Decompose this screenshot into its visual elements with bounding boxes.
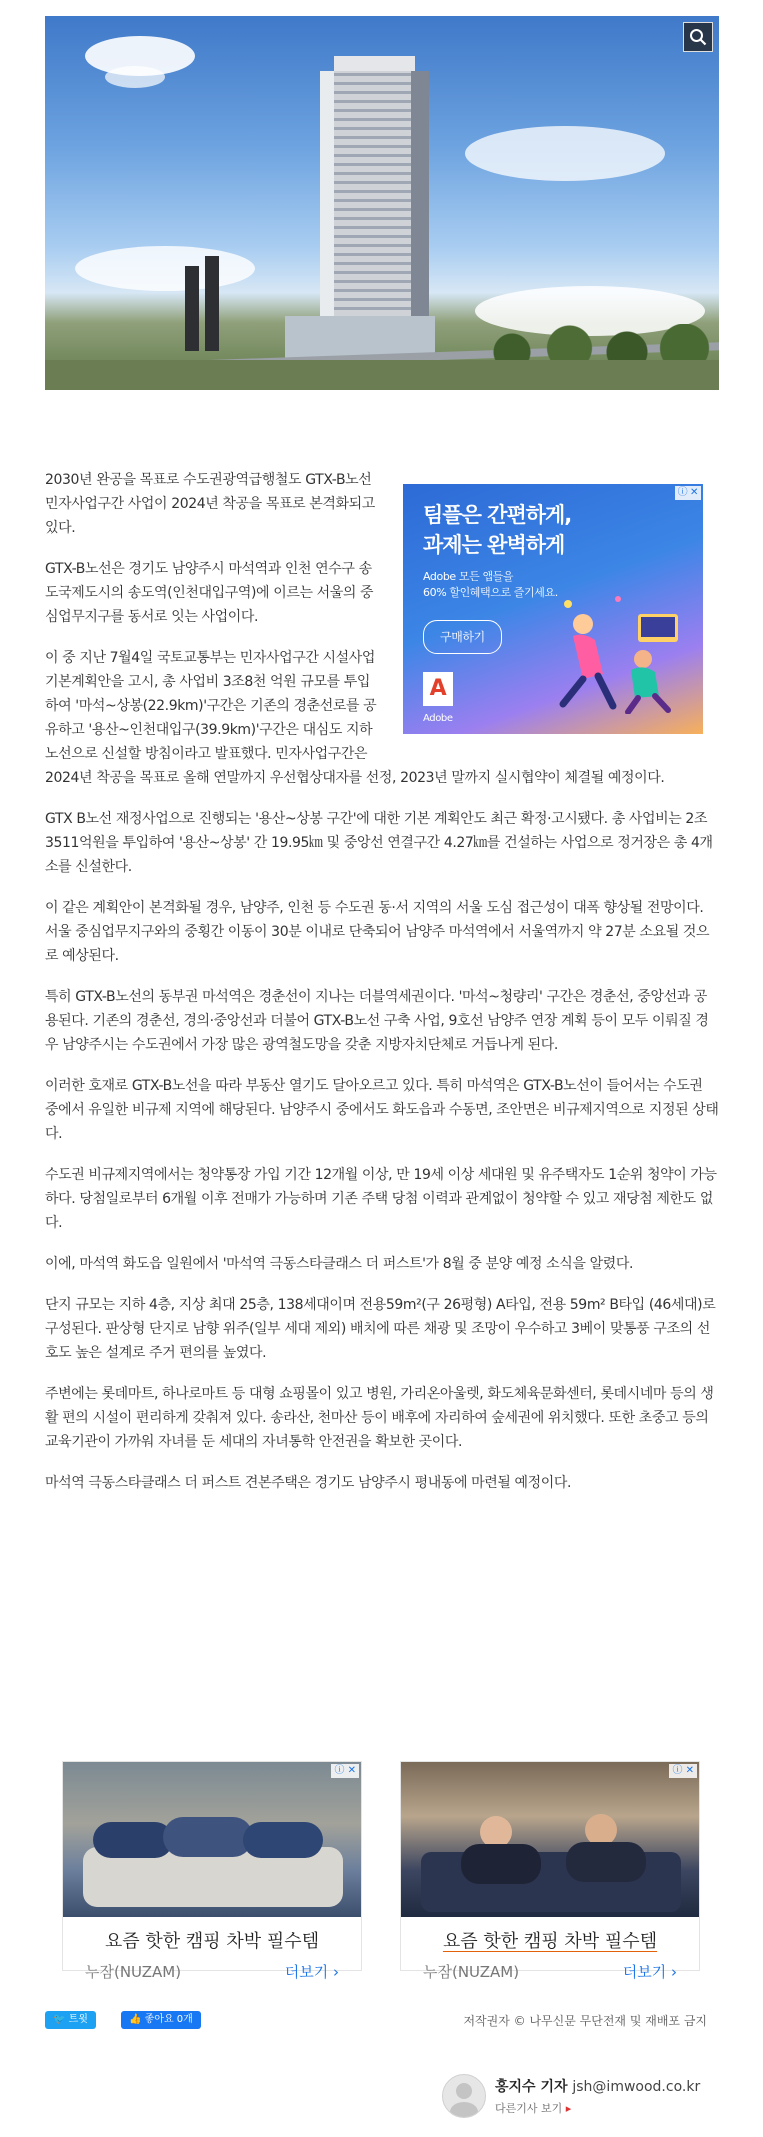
people-illustration-icon [543,584,693,714]
article-paragraph: 마석역 극동스타클래스 더 퍼스트 견본주택은 경기도 남양주시 평내동에 마련될 예정이다. [45,1475,572,1491]
article-paragraph: 이에, 마석역 화도읍 일원에서 '마석역 극동스타클래스 더 퍼스트'가 8월 중 분양 예정 소식을 알렸다. [45,1256,633,1272]
chevron-right-icon: › [671,1963,677,1981]
sign-pylon [185,266,199,351]
tweet-label: 트윗 [68,2014,88,2025]
ad-source: 누잠(NUZAM) [85,1963,182,1981]
car-camping-icon [401,1762,701,1917]
ground [45,360,719,390]
article-paragraph: GTX B노선 재정사업으로 진행되는 '용산~상봉 구간'에 대한 기본 계획안도 최근 확정·고시됐다. 총 사업비는 2조 3511억원을 투입하여 '용산~상봉' 간 19.95㎞ 및 중앙선 연결구간 4.27㎞를 건설하는 사업으로 정거장은 총 4개소를 신설한다. [45,811,713,875]
ad-headline-line: 과제는 완벽하게 [423,533,565,557]
reporter-name: 홍지수 기자 [495,2079,568,2095]
ad-subtext [423,569,558,601]
article-paragraph: 단지 규모는 지하 4층, 지상 최대 25층, 138세대이며 전용59m²(구 26평형) A타입, 전용 59m² B타입 (46세대)로 구성된다. 판상형 단지로 남향 위주(일부 세대 제외) 배치에 따른 채광 및 조망이 우수하고 3베이 맞통풍 구조의 선호도 높은 설계로 주거 편의를 높였다. [45,1297,716,1361]
thumbs-up-icon: 👍 [129,2014,142,2025]
ad-subtext-line: 60% 할인혜택으로 즐기세요. [423,586,558,599]
arrow-right-icon: ▸ [565,2102,572,2115]
cloud-shape [105,66,165,88]
trees [489,324,719,364]
ad-more-link[interactable] [285,1961,339,1982]
article-paragraph: 이러한 호재로 GTX-B노선을 따라 부동산 열기도 달아오르고 있다. 특히 마석역은 GTX-B노선이 들어서는 수도권 중에서 유일한 비규제 지역에 해당된다. 남양주시 중에서도 화도읍과 수동면, 조안면은 비규제지역으로 지정된 상태다. [45,1078,719,1142]
sleeping-bag-icon [63,1762,363,1917]
ad-headline-line: 팀플은 간편하게, [423,503,572,527]
article-paragraph: 주변에는 롯데마트, 하나로마트 등 대형 쇼핑몰이 있고 병원, 가리온아울렛, 화도체육문화센터, 롯데시네마 등의 생활 편의 시설이 편리하게 갖춰져 있다. 송라산, 천마산 등이 배후에 자리하여 숲세권에 위치했다. 또한 초중고 등의 교육기관이 가까워 자녀를 둔 세대의 자녀통학 안전권을 확보한 곳이다. [45,1386,714,1450]
article-paragraph: 이 중 지난 7월4일 국토교통부는 민자사업구간 시설사업기본계획안을 고시, 총 사업비 3조8천 억원 규모를 투입하여 '마석~상봉(22.9km)'구간은 기존의 경춘선로를 공유하고 '용산~인천대입구(39.9km)'구간은 대심도 지하노선으로 신설할 방침이라고 발표했다. 민자사업구간은 2024년 착공을 목표로 올해 연말까지 우선협상대자를 선정, 2023년 말까지 실시협약이 체결될 예정이다. [45,650,665,786]
article-paragraph: 수도권 비규제지역에서는 청약통장 가입 기간 12개월 이상, 만 19세 이상 세대원 및 유주택자도 1순위 청약이 가능하다. 당첨일로부터 6개월 이후 전매가 가능하며 기존 주택 당첨 이력과 관계없이 청약할 수 있고 재당첨 제한도 없다. [45,1167,717,1231]
article-paragraph: GTX-B노선은 경기도 남양주시 마석역과 인천 연수구 송도국제도시의 송도역(인천대입구역)에 이르는 서울의 중심업무지구를 동서로 잇는 사업이다. [45,561,374,625]
ad-title-text: 요즘 핫한 캠핑 차박 필수템 [442,1931,658,1952]
ad-title[interactable]: 요즘 핫한 캠핑 차박 필수템 [104,1931,320,1952]
article-paragraph: 특히 GTX-B노선의 동부권 마석역은 경춘선이 지나는 더블역세권이다. '마석~청량리' 구간은 경춘선, 중앙선과 공용된다. 기존의 경춘선, 경의·중앙선과 더불어 GTX-B노선 구축 사업, 9호선 남양주 연장 계획 등이 모두 이뤄질 경우 남양주시는 수도권에서 가장 많은 광역철도망을 갖춘 지방자치단체로 거듭나게 된다. [45,989,709,1053]
ad-footer [63,1961,361,1982]
twitter-bird-icon: 🐦 [53,2014,66,2025]
cloud-shape [75,246,255,291]
magnifier-icon [689,28,707,46]
reporter-name-line [495,2076,700,2096]
zoom-button[interactable] [683,22,713,52]
article-paragraph: 2030년 완공을 목표로 수도권광역급행철도 GTX-B노선 민자사업구간 사업이 2024년 착공을 목표로 본격화되고 있다. [45,472,375,536]
article-paragraph: 이 같은 계획안이 본격화될 경우, 남양주, 인천 등 수도권 동·서 지역의 서울 도심 접근성이 대폭 향상될 전망이다. 서울 중심업무지구와의 중횡간 이동이 30분 이내로 단축되어 남양주 마석역에서 서울역까지 약 27분 소요될 것으로 예상된다. [45,900,710,964]
chevron-right-icon: › [333,1963,339,1981]
native-ad-card[interactable] [400,1761,700,1981]
ad-choices-icon[interactable]: ⓘ ✕ [675,486,701,500]
other-articles-link[interactable] [495,2100,571,2116]
ad-title[interactable] [401,1917,699,1957]
tweet-button[interactable] [45,2011,96,2029]
ad-headline [423,500,571,560]
like-label: 좋아요 0개 [144,2014,193,2025]
reporter-info [442,2070,722,2120]
ad-thumbnail[interactable] [401,1762,699,1917]
sign-pylon [205,256,219,351]
ad-choices-icon[interactable]: ⓘ ✕ [331,1764,359,1778]
cloud-shape [465,126,665,181]
ad-subtext-line: Adobe 모든 앱들을 [423,570,514,583]
article-hero-image[interactable] [45,16,719,390]
article-body [45,468,719,1512]
ad-more-link[interactable] [623,1961,677,1982]
reporter-email-link[interactable]: jsh@imwood.co.kr [572,2079,701,2095]
adobe-logo-icon: A [423,672,453,706]
ad-choices-icon[interactable]: ⓘ ✕ [669,1764,697,1778]
ad-buy-button[interactable]: 구매하기 [423,620,502,654]
avatar [442,2074,486,2118]
adobe-banner-ad[interactable] [403,484,703,734]
ad-more-label: 더보기 [622,1963,667,1981]
ad-more-label: 더보기 [284,1963,329,1981]
facebook-like-button[interactable] [121,2011,201,2029]
ad-brand-label: Adobe [423,713,453,724]
copyright-notice: 저작권자 © 나무신문 무단전재 및 재배포 금지 [463,2014,707,2028]
ad-footer [401,1961,699,1982]
ad-source: 누잠(NUZAM) [423,1963,520,1981]
other-articles-label: 다른기사 보기 [495,2102,563,2115]
ad-thumbnail[interactable] [63,1762,361,1917]
native-ad-card[interactable] [62,1761,362,1981]
